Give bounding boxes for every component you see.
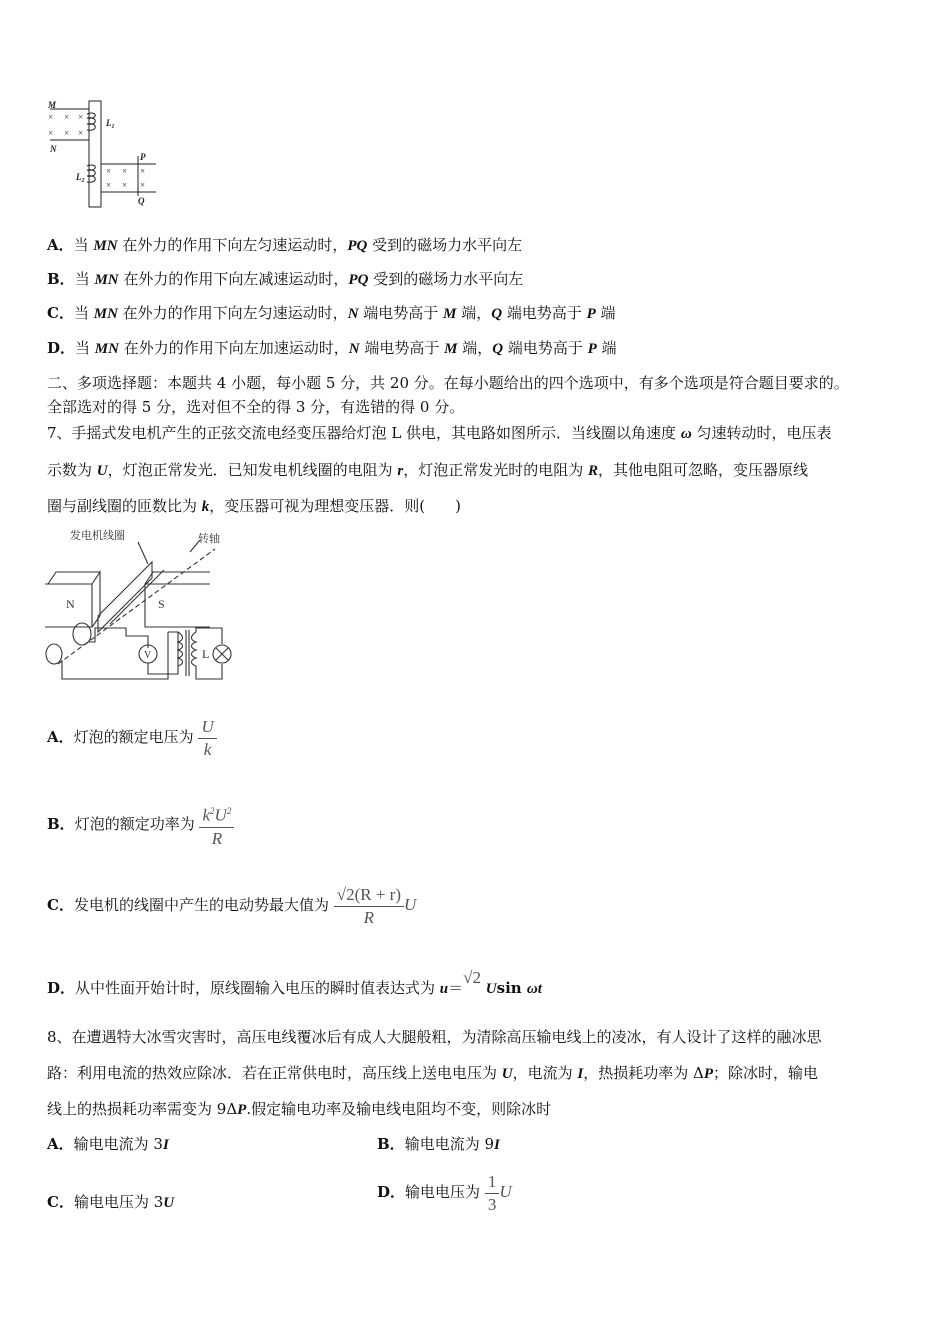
label-q: Q: [138, 196, 145, 206]
label-magnet-n: N: [66, 597, 75, 611]
cross-mark: ×: [48, 128, 54, 138]
q8-option-c: C．输电电压为 3U: [47, 1193, 175, 1211]
label-l2: $L_2$: [76, 172, 85, 184]
q7-stem-line2: 示数为 U，灯泡正常发光．已知发电机线圈的电阻为 r，灯泡正常发光时的电阻为 R，其他电阻可忽略，变压器原线: [47, 461, 809, 479]
q8-option-a: A．输电电流为 3I: [47, 1135, 169, 1153]
label-p: P: [140, 152, 146, 162]
q8-option-b: B．输电电流为 9I: [377, 1135, 500, 1153]
label-voltmeter: V: [144, 650, 152, 661]
cross-mark: ×: [78, 128, 84, 138]
fraction-k2u2-over-r: $\frac{k^2U^2}{R}$: [199, 800, 234, 850]
cross-mark: ×: [64, 128, 70, 138]
fraction-u-over-k: $\frac{U}{k}$: [198, 716, 216, 761]
cross-mark: ×: [140, 166, 146, 176]
cross-mark: ×: [106, 166, 112, 176]
q7-option-b: B．灯泡的额定功率为 $\frac{k^2U^2}{R}$: [47, 800, 234, 850]
label-l1: $L_1$: [106, 118, 115, 130]
label-magnet-s: S: [158, 597, 165, 611]
section2-line2: 全部选对的得 5 分，选对但不全的得 3 分，有选错的得 0 分。: [47, 398, 465, 416]
q7-stem-line3: 圈与副线圈的匝数比为 k，变压器可视为理想变压器．则( ): [47, 497, 461, 515]
label-axis: 转轴: [198, 533, 220, 545]
q7-option-a: A．灯泡的额定电压为 $\frac{U}{k}$: [47, 715, 217, 761]
q8-stem-line3: 线上的热损耗功率需变为 9ΔP.假定输电功率及输电线电阻均不变，则除冰时: [47, 1100, 552, 1118]
q7-option-d: D．从中性面开始计时，原线圈输入电压的瞬时值表达式为 u＝√2 Usin ωt: [47, 968, 542, 997]
cross-mark: ×: [122, 180, 128, 190]
fraction-emf-max: $\frac{√2(R + r)}{R}$: [334, 884, 404, 929]
cross-mark: ×: [122, 166, 128, 176]
q8-option-d: D．输电电压为 $\frac{1}{3}$ U: [377, 1171, 512, 1214]
label-coil: 发电机线圈: [70, 530, 125, 542]
q6-option-b: B．当 MN 在外力的作用下向左减速运动时，PQ 受到的磁场力水平向左: [47, 270, 524, 288]
label-lamp: L: [202, 647, 210, 661]
cross-mark: ×: [64, 112, 70, 122]
label-m: M: [48, 100, 57, 110]
q8-stem-line2: 路：利用电流的热效应除冰．若在正常供电时，高压线上送电电压为 U，电流为 I，热损耗功率为 ΔP；除冰时，输电: [47, 1064, 819, 1082]
q6-option-d: D．当 MN 在外力的作用下向左加速运动时，N 端电势高于 M 端，Q 端电势高于 P 端: [47, 339, 617, 357]
fraction-one-third: $\frac{1}{3}$: [485, 1171, 500, 1216]
cross-mark: ×: [106, 180, 112, 190]
q8-stem-line1: 8、在遭遇特大冰雪灾害时，高压电线覆冰后有成人大腿般粗，为清除高压输电线上的凌冰，有人设计了这样的融冰思: [47, 1028, 822, 1046]
label-n: N: [50, 144, 57, 154]
q7-stem-line1: 7、手摇式发电机产生的正弦交流电经变压器给灯泡 L 供电，其电路如图所示．当线圈以角速度 ω 匀速转动时，电压表: [47, 424, 832, 442]
cross-mark: ×: [140, 180, 146, 190]
q6-option-a: A．当 MN 在外力的作用下向左匀速运动时，PQ 受到的磁场力水平向左: [47, 236, 523, 254]
q6-figure: [40, 96, 170, 211]
cross-mark: ×: [48, 112, 54, 122]
section2-line1: 二、多项选择题：本题共 4 小题，每小题 5 分，共 20 分。在每小题给出的四个选项中，有多个选项是符合题目要求的。: [47, 374, 849, 392]
cross-mark: ×: [78, 112, 84, 122]
q6-option-c: C．当 MN 在外力的作用下向左匀速运动时，N 端电势高于 M 端，Q 端电势高于 P 端: [47, 304, 616, 322]
q7-figure: [40, 524, 240, 684]
q7-option-c: C．发电机的线圈中产生的电动势最大值为 $\frac{√2(R + r)}{R}$ U: [47, 884, 417, 927]
